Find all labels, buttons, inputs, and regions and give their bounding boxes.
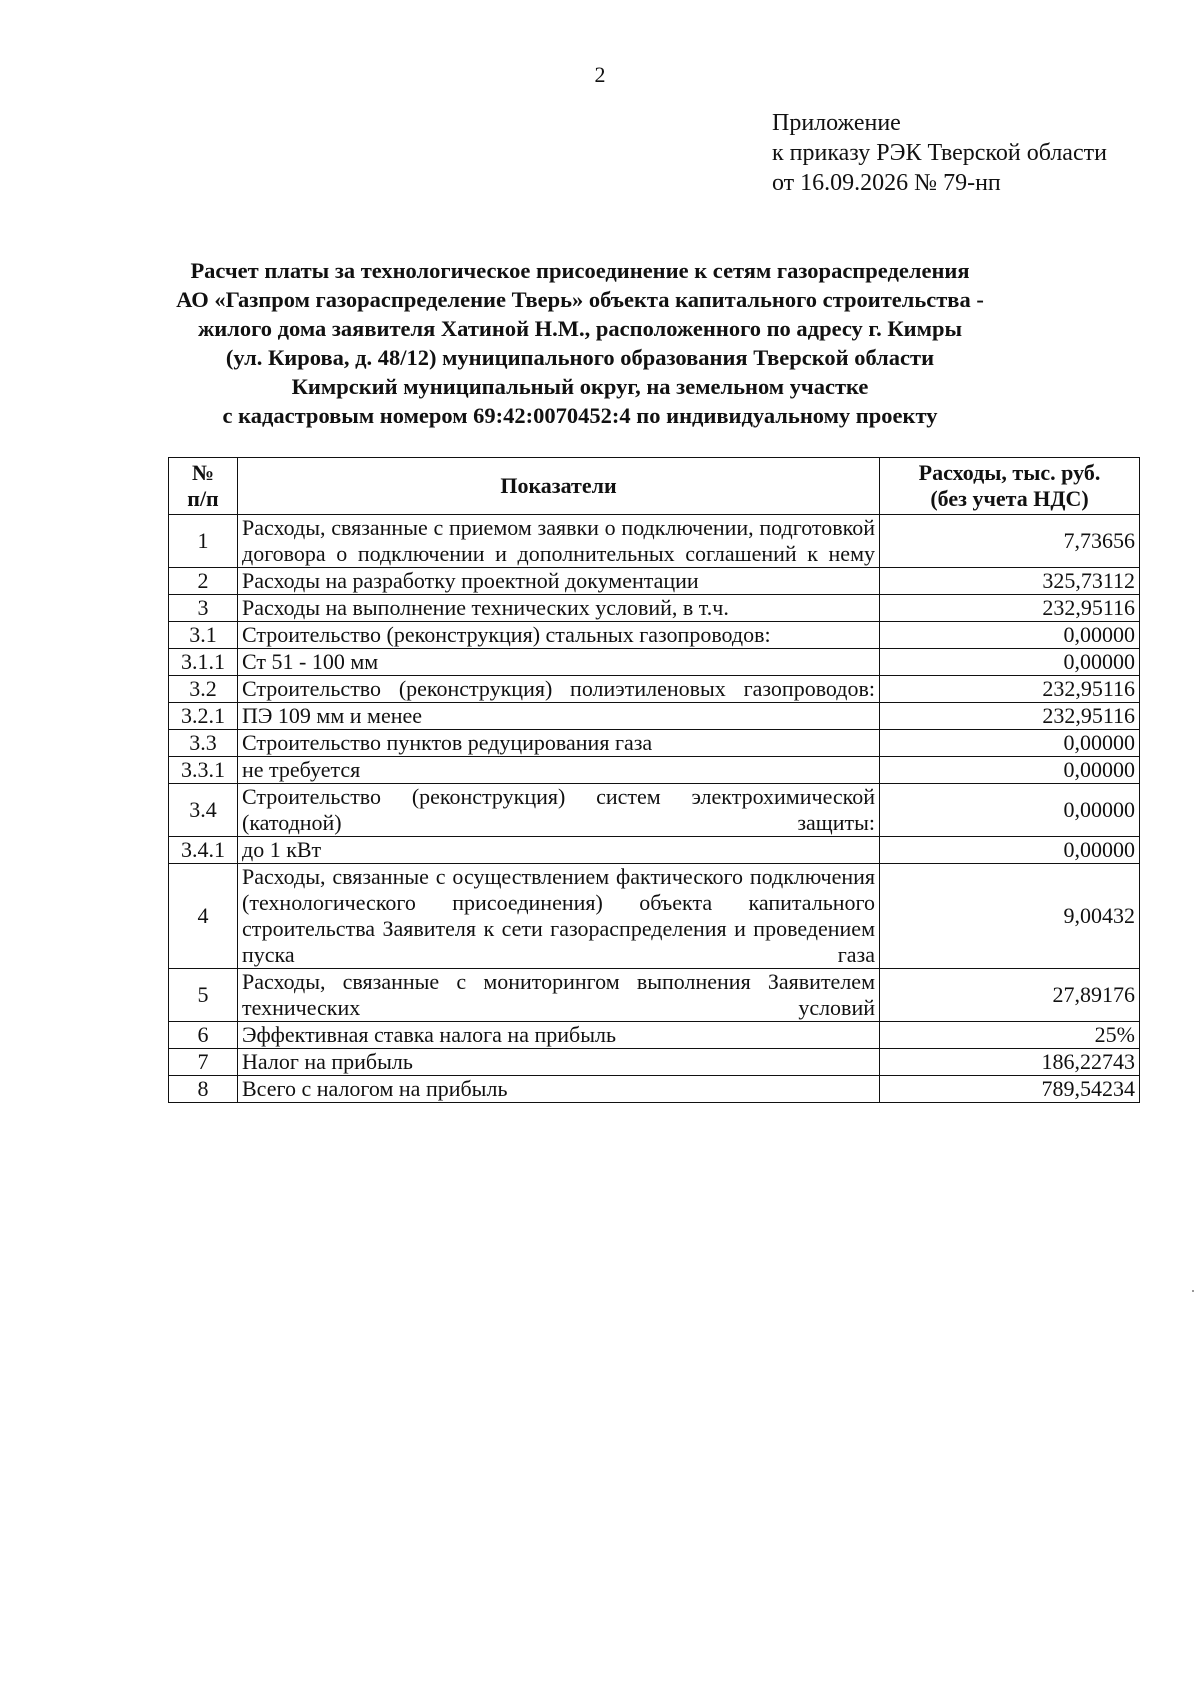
row-value: 232,95116 [880,595,1140,622]
row-indicator: Эффективная ставка налога на прибыль [238,1022,880,1049]
table-row [169,864,1140,969]
header-num-line: п/п [187,486,219,511]
row-value: 7,73656 [880,515,1140,568]
row-indicator: Расходы, связанные с мониторингом выполнения Заявителем технических условий [238,969,880,1022]
row-value: 0,00000 [880,730,1140,757]
row-value: 232,95116 [880,703,1140,730]
table-row [169,837,1140,864]
row-number: 8 [169,1076,238,1103]
title-line: АО «Газпром газораспределение Тверь» объекта капитального строительства - [176,287,984,312]
table-row [169,969,1140,1022]
appendix-line: Приложение [772,110,901,136]
row-value: 0,00000 [880,837,1140,864]
table-row [169,1022,1140,1049]
row-value: 0,00000 [880,622,1140,649]
header-num-line: № [191,460,215,485]
row-indicator: Строительство (реконструкция) полиэтиленовых газопроводов: [238,676,880,703]
row-number: 3.3 [169,730,238,757]
row-number: 5 [169,969,238,1022]
row-number: 3.1.1 [169,649,238,676]
title-line: Расчет платы за технологическое присоединение к сетям газораспределения [190,258,970,283]
document-title [150,256,1010,430]
row-indicator: Строительство пунктов редуцирования газа [238,730,880,757]
header-value-line: Расходы, тыс. руб. [918,460,1101,485]
appendix-line: от 16.09.2026 № 79-нп [772,170,1001,196]
row-indicator: Расходы, связанные с осуществлением фактического подключения (технологического присоединения) объекта капитального строительства Заявителя к сети газораспределения и проведением пуска газа [238,864,880,969]
row-value: 789,54234 [880,1076,1140,1103]
row-value: 0,00000 [880,649,1140,676]
title-line: (ул. Кирова, д. 48/12) муниципального образования Тверской области [225,345,935,370]
row-value: 0,00000 [880,757,1140,784]
row-indicator: Строительство (реконструкция) стальных газопроводов: [238,622,880,649]
row-indicator: Строительство (реконструкция) систем электрохимической (катодной) защиты: [238,784,880,837]
table-row [169,568,1140,595]
row-value: 325,73112 [880,568,1140,595]
row-number: 7 [169,1049,238,1076]
table-row [169,757,1140,784]
scan-speck [1192,1290,1194,1292]
row-indicator: Ст 51 - 100 мм [238,649,880,676]
row-indicator: Расходы, связанные с приемом заявки о подключении, подготовкой договора о подключении и дополнительных соглашений к нему [238,515,880,568]
table-row [169,730,1140,757]
row-number: 3 [169,595,238,622]
row-indicator: ПЭ 109 мм и менее [238,703,880,730]
row-value: 25% [880,1022,1140,1049]
row-number: 6 [169,1022,238,1049]
title-line: с кадастровым номером 69:42:0070452:4 по индивидуальному проекту [222,403,938,428]
row-number: 3.4.1 [169,837,238,864]
table-row [169,515,1140,568]
table-row [169,703,1140,730]
title-line: жилого дома заявителя Хатиной Н.М., расположенного по адресу г. Кимры [197,316,963,341]
calculation-table [168,457,1140,1103]
table-row [169,649,1140,676]
row-indicator: Расходы на разработку проектной документации [238,568,880,595]
table-row [169,1049,1140,1076]
row-value: 27,89176 [880,969,1140,1022]
table-row [169,1076,1140,1103]
header-name: Показатели [238,458,880,515]
row-value: 232,95116 [880,676,1140,703]
row-indicator: до 1 кВт [238,837,880,864]
header-value-line: (без учета НДС) [930,486,1089,511]
appendix-block [772,108,1107,198]
row-number: 3.4 [169,784,238,837]
row-indicator: Налог на прибыль [238,1049,880,1076]
row-indicator: Расходы на выполнение технических условий, в т.ч. [238,595,880,622]
row-number: 3.2 [169,676,238,703]
row-number: 3.1 [169,622,238,649]
row-indicator: не требуется [238,757,880,784]
table-row [169,622,1140,649]
row-value: 186,22743 [880,1049,1140,1076]
header-value [880,458,1140,515]
row-indicator: Всего с налогом на прибыль [238,1076,880,1103]
row-number: 2 [169,568,238,595]
title-line: Кимрский муниципальный округ, на земельном участке [291,374,869,399]
row-value: 0,00000 [880,784,1140,837]
row-value: 9,00432 [880,864,1140,969]
row-number: 4 [169,864,238,969]
header-num [169,458,238,515]
row-number: 1 [169,515,238,568]
row-number: 3.2.1 [169,703,238,730]
table-row [169,784,1140,837]
table-header-row [169,458,1140,515]
table-row [169,595,1140,622]
page-number: 2 [594,62,606,87]
table-row [169,676,1140,703]
appendix-line: к приказу РЭК Тверской области [772,140,1107,166]
row-number: 3.3.1 [169,757,238,784]
